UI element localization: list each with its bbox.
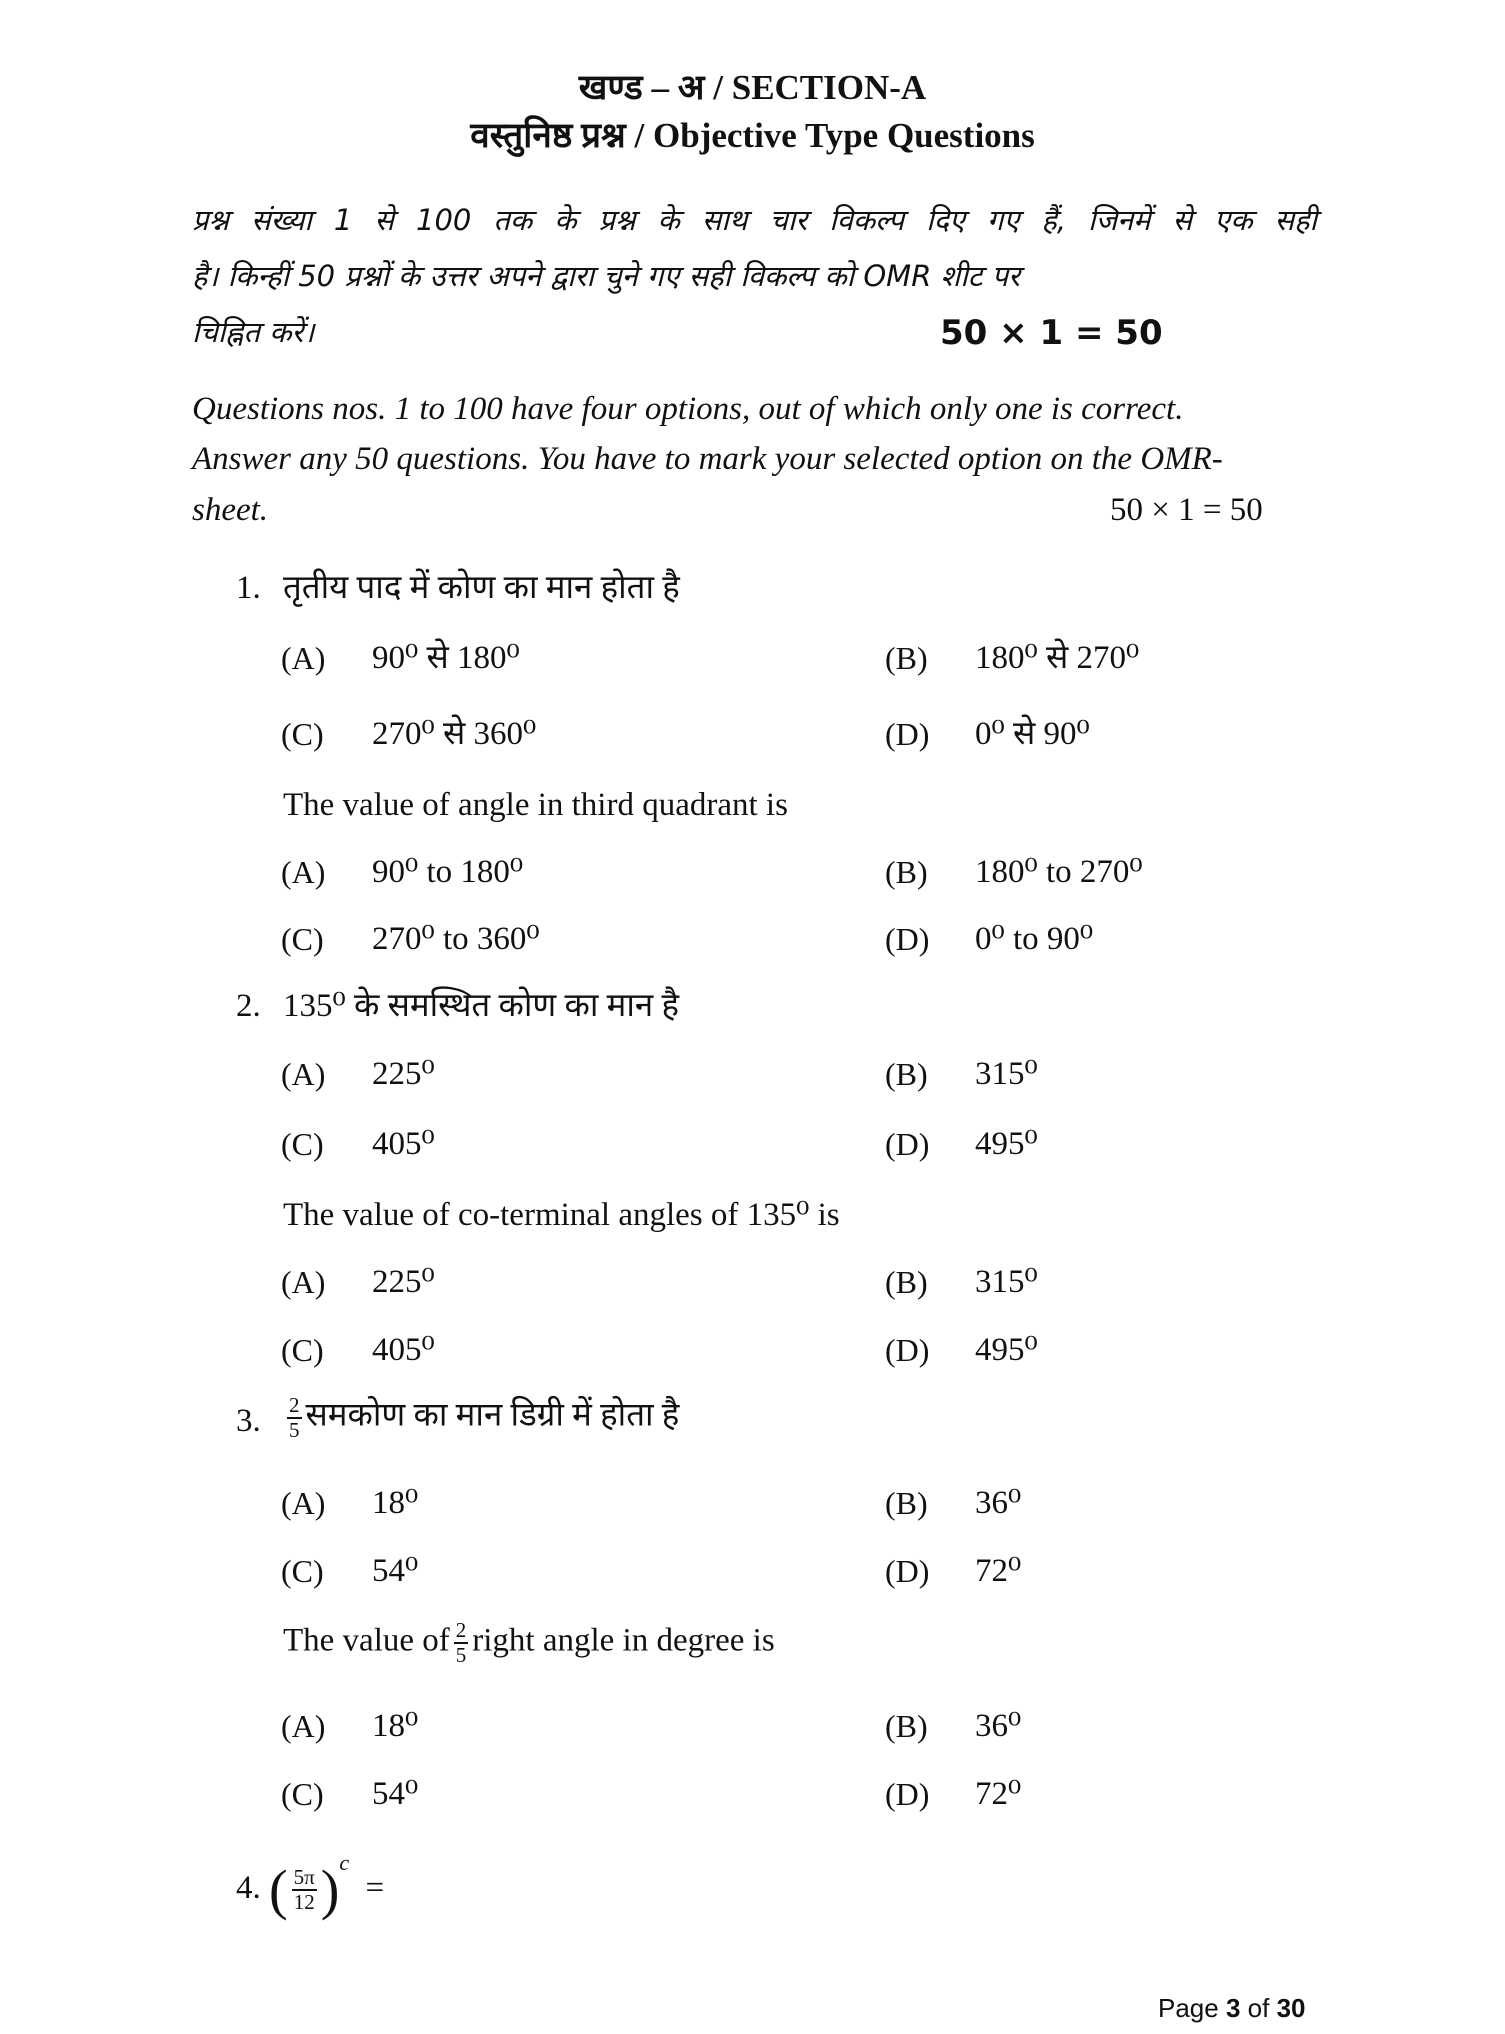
page-total: 30 <box>1276 1993 1306 2023</box>
instruction-en-marks: 50 × 1 = 50 <box>1110 492 1263 528</box>
question-text-hi <box>283 1395 679 1441</box>
left-paren: ( <box>269 1859 288 1922</box>
option-label[interactable]: (D) <box>885 716 930 752</box>
option-label[interactable]: (C) <box>281 1126 324 1162</box>
option-label[interactable]: (C) <box>281 921 324 957</box>
fraction-numerator: 2 <box>289 1393 300 1417</box>
question-text-en: The value of angle in third quadrant is <box>283 787 788 823</box>
option-label[interactable]: (C) <box>281 1553 324 1589</box>
question-text-hi: 135⁰ के समस्थित कोण का मान है <box>283 988 679 1024</box>
question-text-hi: तृतीय पाद में कोण का मान होता है <box>283 570 680 606</box>
option-label[interactable]: (C) <box>281 716 324 752</box>
option-label[interactable]: (D) <box>885 1332 930 1368</box>
option-value[interactable]: 180⁰ से 270⁰ <box>975 640 1140 676</box>
instruction-hi-line: है। किन्हीं 50 प्रश्नों के उत्तर अपने द्वारा चुने गए सही विकल्प को OMR शीट पर <box>192 259 1020 293</box>
option-value[interactable]: 0⁰ to 90⁰ <box>975 921 1094 957</box>
option-value[interactable]: 0⁰ से 90⁰ <box>975 716 1090 752</box>
right-paren: ) <box>320 1859 340 1922</box>
option-value[interactable]: 180⁰ to 270⁰ <box>975 854 1143 890</box>
option-label[interactable]: (C) <box>281 1332 324 1368</box>
instruction-hi-marks: 50 × 1 = 50 <box>940 313 1163 353</box>
instruction-en-line: Answer any 50 questions. You have to mark your selected option on the OMR- <box>192 441 1223 477</box>
fraction-numerator: 5π <box>293 1865 315 1890</box>
page-number <box>1158 1995 1305 2021</box>
option-value[interactable]: 72⁰ <box>975 1553 1022 1589</box>
option-label[interactable]: (D) <box>885 1776 930 1812</box>
option-value[interactable]: 495⁰ <box>975 1126 1038 1162</box>
fraction-numerator: 2 <box>455 1618 467 1642</box>
question-text: समकोण का मान डिग्री में होता है <box>305 1397 680 1434</box>
option-label[interactable]: (A) <box>281 1708 326 1744</box>
option-label[interactable]: (A) <box>281 1264 326 1300</box>
fraction <box>292 1867 317 1913</box>
option-value[interactable]: 225⁰ <box>372 1264 435 1300</box>
option-value[interactable]: 18⁰ <box>372 1485 419 1521</box>
option-label[interactable]: (A) <box>281 1485 326 1521</box>
question-number: 1. <box>236 570 261 606</box>
option-label[interactable]: (B) <box>885 640 928 676</box>
option-label[interactable]: (D) <box>885 921 930 957</box>
question-text: right angle in degree is <box>472 1622 775 1659</box>
fraction-denominator: 5 <box>455 1643 467 1667</box>
fraction <box>287 1395 302 1441</box>
option-value[interactable]: 54⁰ <box>372 1553 419 1589</box>
option-value[interactable]: 405⁰ <box>372 1126 435 1162</box>
instruction-en-line: Questions nos. 1 to 100 have four options, out of which only one is correct. <box>192 391 1184 427</box>
instruction-hi-line: चिह्नित करें। <box>192 315 315 349</box>
option-label[interactable]: (B) <box>885 1264 928 1300</box>
instruction-hi-line: प्रश्न संख्या 1 से 100 तक के प्रश्न के साथ चार विकल्प दिए गए हैं, जिनमें से एक सही <box>192 203 1317 237</box>
question-text-pre: The value of <box>283 1622 450 1659</box>
superscript: c <box>339 1850 350 1875</box>
option-value[interactable]: 36⁰ <box>975 1708 1022 1744</box>
page-prefix: Page <box>1158 1993 1226 2023</box>
option-value[interactable]: 36⁰ <box>975 1485 1022 1521</box>
option-label[interactable]: (D) <box>885 1126 930 1162</box>
option-value[interactable]: 225⁰ <box>372 1056 435 1092</box>
option-label[interactable]: (A) <box>281 1056 326 1092</box>
question-text-en: The value of co-terminal angles of 135⁰ is <box>283 1197 840 1233</box>
question-number: 4. <box>236 1870 261 1906</box>
option-label[interactable]: (A) <box>281 640 326 676</box>
question-number: 3. <box>236 1403 261 1439</box>
option-value[interactable]: 270⁰ to 360⁰ <box>372 921 540 957</box>
section-title: खण्ड – अ / SECTION-A <box>578 68 927 107</box>
option-label[interactable]: (B) <box>885 854 928 890</box>
option-value[interactable]: 54⁰ <box>372 1776 419 1812</box>
fraction-denominator: 5 <box>289 1418 300 1442</box>
question-4 <box>236 1850 385 1922</box>
option-value[interactable]: 270⁰ से 360⁰ <box>372 716 537 752</box>
page-current: 3 <box>1225 1993 1241 2023</box>
fraction-denominator: 12 <box>293 1890 315 1915</box>
option-label[interactable]: (B) <box>885 1485 928 1521</box>
page-mid: of <box>1240 1993 1277 2023</box>
instruction-en-line: sheet. <box>192 492 269 528</box>
option-value[interactable]: 90⁰ से 180⁰ <box>372 640 520 676</box>
option-label[interactable]: (C) <box>281 1776 324 1812</box>
option-value[interactable]: 495⁰ <box>975 1332 1038 1368</box>
fraction <box>454 1620 469 1666</box>
option-value[interactable]: 18⁰ <box>372 1708 419 1744</box>
option-value[interactable]: 405⁰ <box>372 1332 435 1368</box>
option-label[interactable]: (A) <box>281 854 326 890</box>
question-text-en <box>283 1620 775 1666</box>
section-subtitle: वस्तुनिष्ठ प्रश्न / Objective Type Questions <box>470 116 1035 155</box>
option-value[interactable]: 315⁰ <box>975 1056 1038 1092</box>
option-label[interactable]: (D) <box>885 1553 930 1589</box>
equals-sign: = <box>365 1870 385 1906</box>
option-label[interactable]: (B) <box>885 1056 928 1092</box>
option-label[interactable]: (B) <box>885 1708 928 1744</box>
option-value[interactable]: 315⁰ <box>975 1264 1038 1300</box>
option-value[interactable]: 90⁰ to 180⁰ <box>372 854 524 890</box>
question-number: 2. <box>236 988 261 1024</box>
option-value[interactable]: 72⁰ <box>975 1776 1022 1812</box>
